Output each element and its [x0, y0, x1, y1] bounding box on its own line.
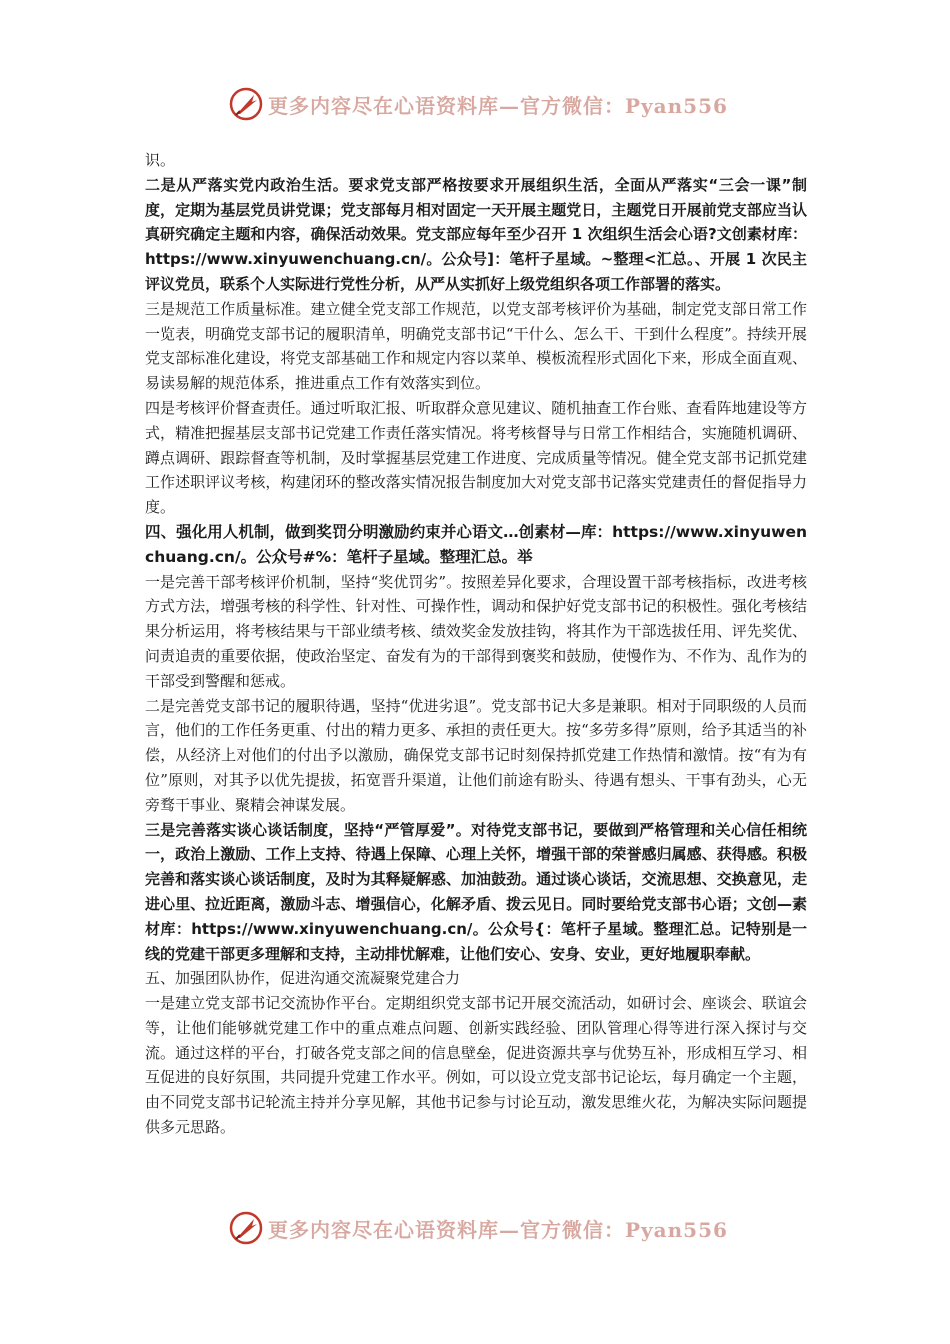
- quill-logo-icon: [228, 86, 264, 122]
- paragraph: 三是完善落实谈心谈话制度，坚持“严管厚爱”。对待党支部书记，要做到严格管理和关心信任相统一，政治上激励、工作上支持、待遇上保障、心理上关怀，增强干部的荣誉感归属感、获得感。积极完善和落实谈心谈话制度，及时为其释疑解惑、加油鼓劲。通过谈心谈话，交流思想、交换意见，走进心里、拉近距离，激励斗志、增强信心，化解矛盾、拨云见日。同时要给党支部书心语；文创—素材库：https://www.xinyuwenchuang.cn/。公众号{：笔杆子星域。整理汇总。记特别是一线的党建干部更多理解和支持，主动排忧解难，让他们安心、安身、安业，更好地履职奉献。: [145, 820, 807, 963]
- section-heading: 四、强化用人机制，做到奖罚分明激励约束并心语文…创素材—库：https://www.xinyuwenchuang.cn/。公众号#%：笔杆子星域。整理汇总。举: [145, 522, 807, 566]
- document-body: [145, 148, 807, 1140]
- paragraph: 三是规范工作质量标准。建立健全党支部工作规范，以党支部考核评价为基础，制定党支部日常工作一览表，明确党支部书记的履职清单，明确党支部书记“干什么、怎么干、干到什么程度”。持续开展党支部标准化建设，将党支部基础工作和规定内容以菜单、模板流程形式固化下来，形成全面直观、易读易解的规范体系，推进重点工作有效落实到位。: [145, 299, 807, 393]
- quill-logo-icon: [228, 1210, 264, 1246]
- paragraph: 识。: [145, 151, 176, 169]
- paragraph: 二是完善党支部书记的履职待遇，坚持“优进劣退”。党支部书记大多是兼职。相对于同职级的人员而言，他们的工作任务更重、付出的精力更多、承担的责任更大。按“多劳多得”原则，给予其适当的补偿，从经济上对他们的付出予以激励，确保党支部书记时刻保持抓党建工作热情和激情。按“有为有位”原则，对其予以优先提拔，拓宽晋升渠道，让他们前途有盼头、待遇有想头、干事有劲头，心无旁骛干事业、聚精会神谋发展。: [145, 696, 807, 814]
- footer-banner-text: 更多内容尽在心语资料库—官方微信：Pyan556: [268, 1217, 728, 1242]
- header-banner: [228, 84, 748, 124]
- paragraph: 一是建立党支部书记交流协作平台。定期组织党支部书记开展交流活动，如研讨会、座谈会、联谊会等，让他们能够就党建工作中的重点难点问题、创新实践经验、团队管理心得等进行深入探讨与交流。通过这样的平台，打破各党支部之间的信息壁垒，促进资源共享与优势互补，形成相互学习、相互促进的良好氛围，共同提升党建工作水平。例如，可以设立党支部书记论坛，每月确定一个主题，由不同党支部书记轮流主持并分享见解，其他书记参与讨论互动，激发思维火花，为解决实际问题提供多元思路。: [145, 994, 807, 1137]
- paragraph: 一是完善干部考核评价机制，坚持“奖优罚劣”。按照差异化要求，合理设置干部考核指标，改进考核方式方法，增强考核的科学性、针对性、可操作性，调动和保护好党支部书记的积极性。强化考核结果分析运用，将考核结果与干部业绩考核、绩效奖金发放挂钩，将其作为干部选拔任用、评先奖优、问责追责的重要依据，使政治坚定、奋发有为的干部得到褒奖和鼓励，使慢作为、不作为、乱作为的干部受到警醒和惩戒。: [145, 572, 807, 690]
- section-heading: 五、加强团队协作，促进沟通交流凝聚党建合力: [145, 969, 461, 988]
- footer-banner: [228, 1208, 748, 1248]
- paragraph: 四是考核评价督查责任。通过听取汇报、听取群众意见建议、随机抽查工作台账、查看阵地建设等方式，精准把握基层支部书记党建工作责任落实情况。将考核督导与日常工作相结合，实施随机调研、蹲点调研、跟踪督查等机制，及时掌握基层党建工作进度、完成质量等情况。健全党支部书记抓党建工作述职评议考核，构建闭环的整改落实情况报告制度加大对党支部书记落实党建责任的督促指导力度。: [145, 398, 807, 517]
- paragraph: 二是从严落实党内政治生活。要求党支部严格按要求开展组织生活，全面从严落实“三会一课”制度，定期为基层党员讲党课；党支部每月相对固定一天开展主题党日，主题党日开展前党支部应当认真研究确定主题和内容，确保活动效果。党支部应每年至少召开 1 次组织生活会心语?文创素材库：https://www.xinyuwenchuang.cn/。公众号]：笔杆子星域。~整理<汇总。、开展 1 次民主评议党员，联系个人实际进行党性分析，从严从实抓好上级党组织各项工作部署的落实。: [145, 175, 807, 293]
- header-banner-text: 更多内容尽在心语资料库—官方微信：Pyan556: [268, 93, 728, 118]
